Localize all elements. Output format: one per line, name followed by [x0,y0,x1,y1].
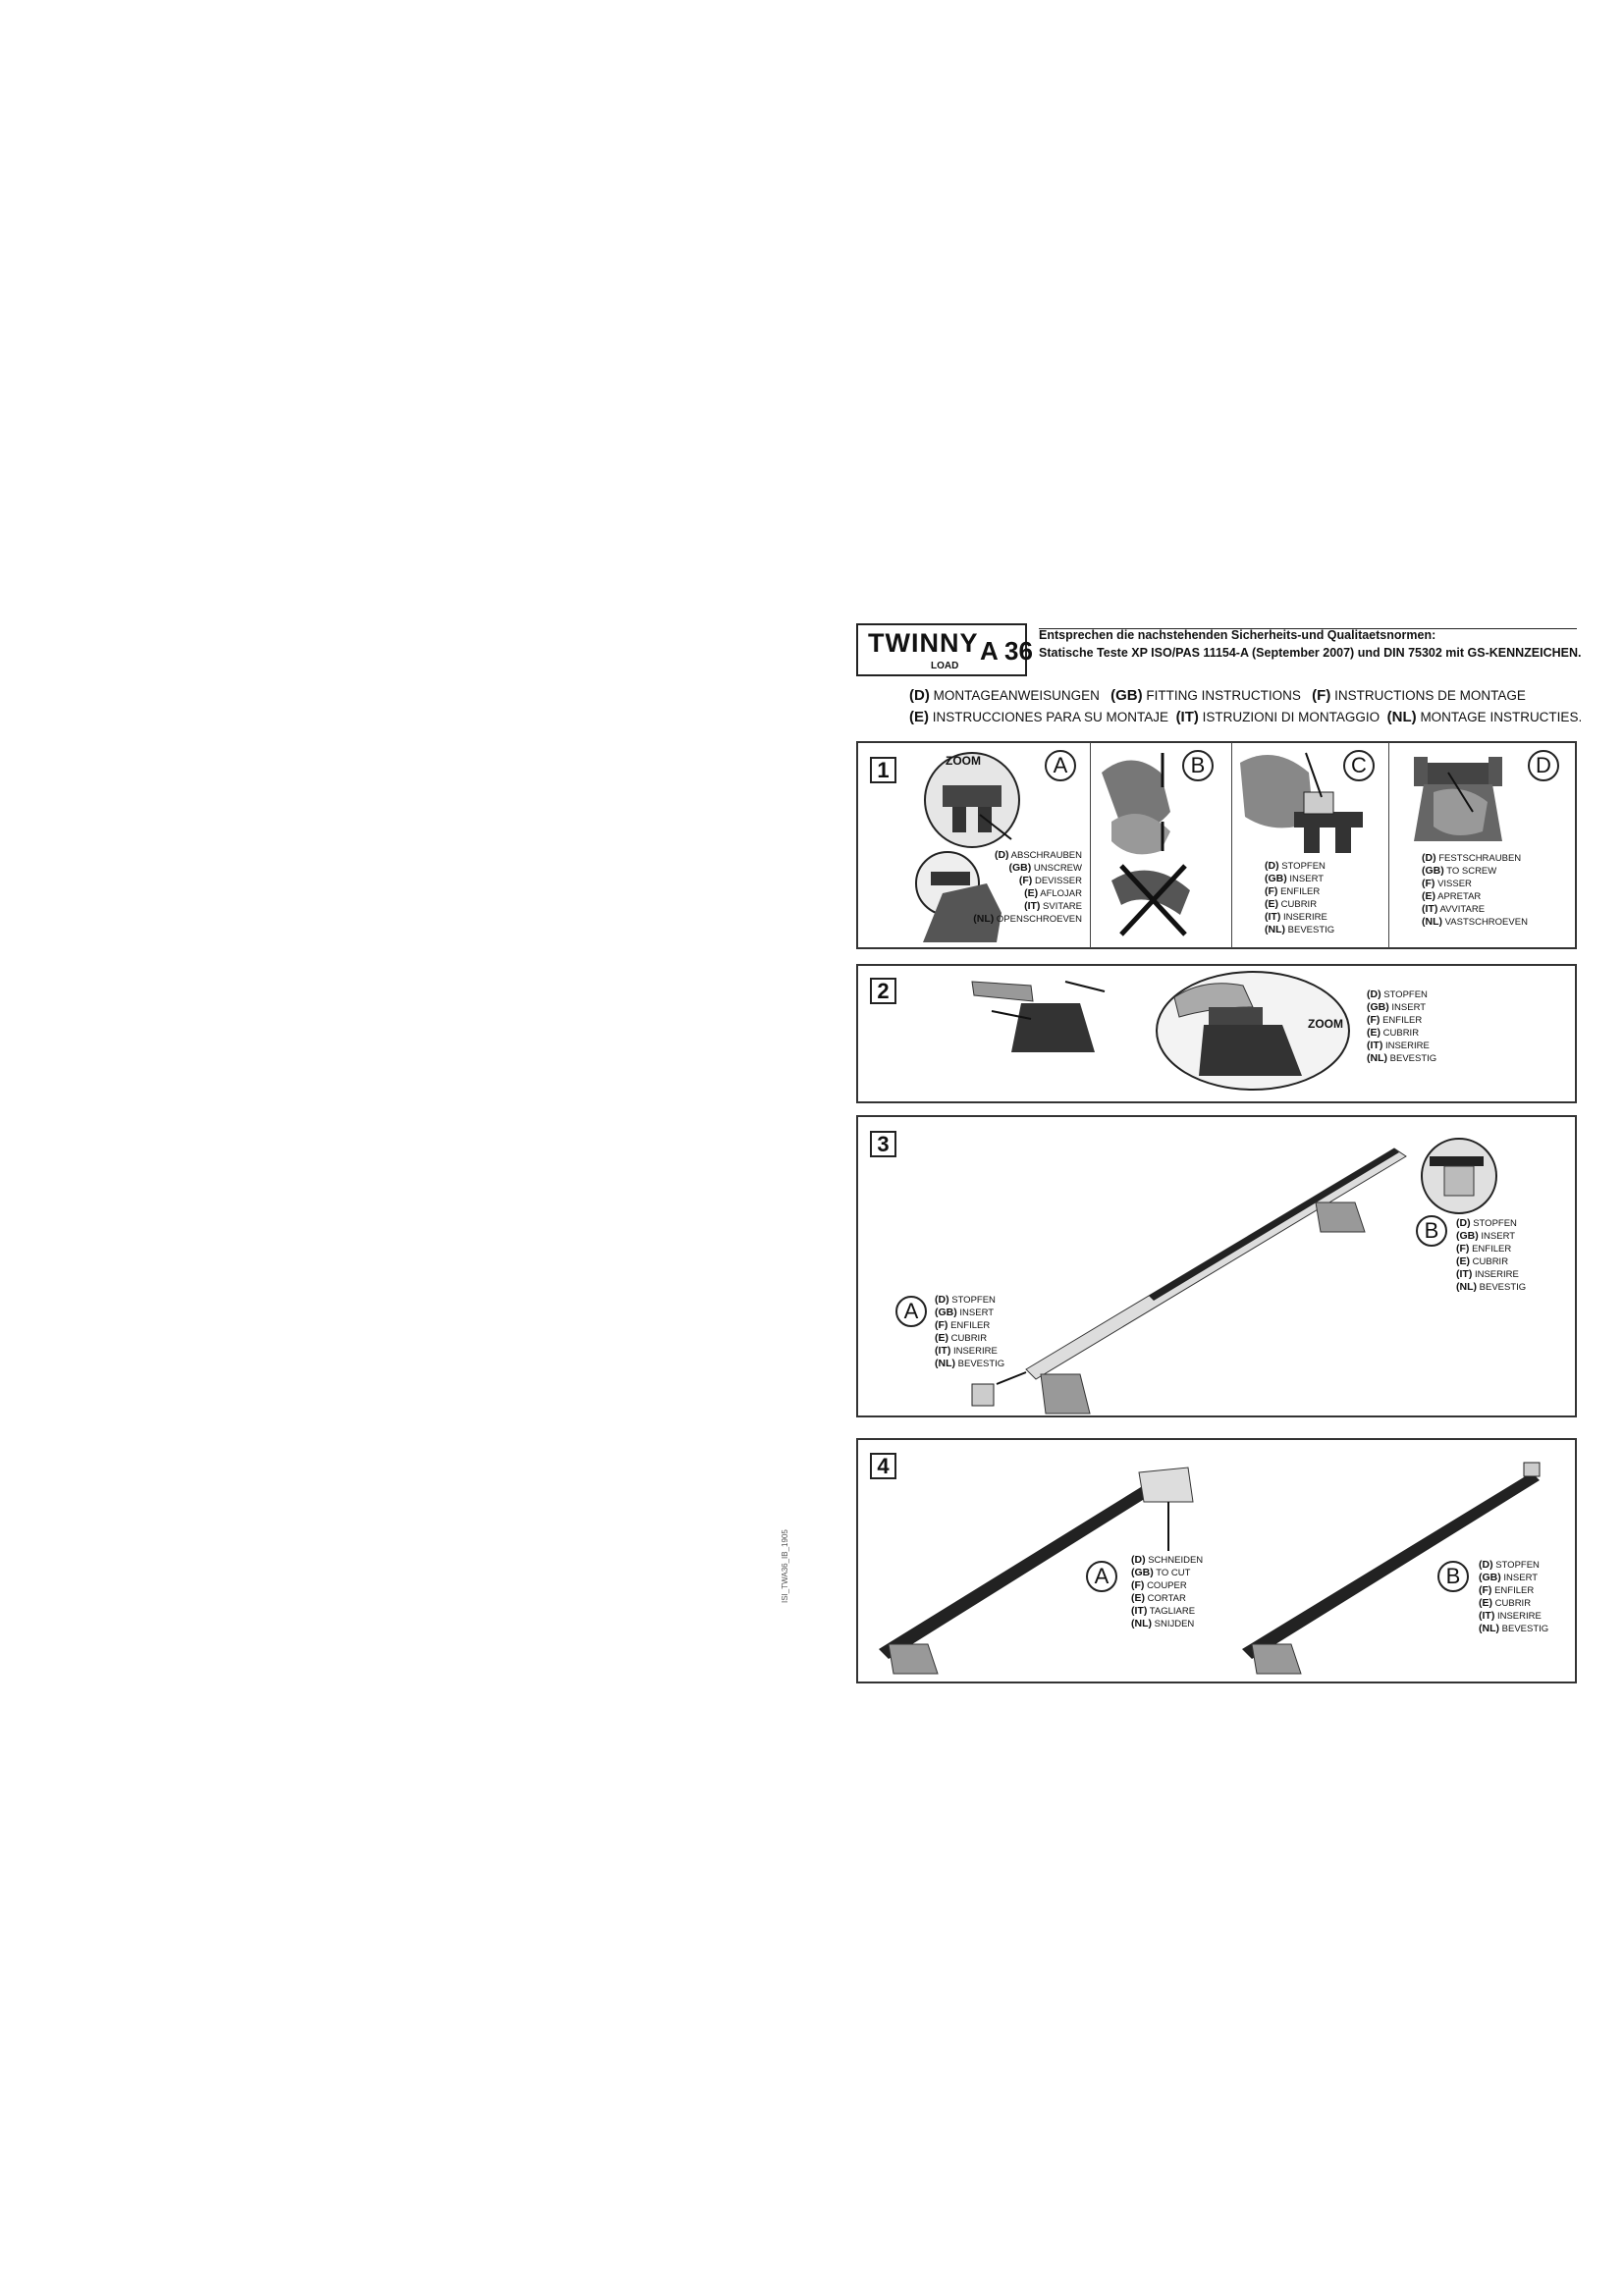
step-2-zoom-illustration [1155,968,1361,1094]
step-1-label-c: C [1343,750,1375,781]
step-1-label-a: A [1045,750,1076,781]
zoom-label: ZOOM [946,754,981,768]
step-2-text: (D) STOPFEN (GB) INSERT (F) ENFILER (E) CUBRIR (IT) INSERIRE (NL) BEVESTIG [1367,988,1437,1064]
language-line-1: (D) MONTAGEANWEISUNGEN (GB) FITTING INSTRUCTIONS (F) INSTRUCTIONS DE MONTAGE [909,687,1526,704]
step-1d-text: (D) FESTSCHRAUBEN (GB) TO SCREW (F) VISSER (E) APRETAR (IT) AVVITARE (NL) VASTSCHROEVEN [1422,852,1528,928]
norm-line-2: Statische Teste XP ISO/PAS 11154-A (September 2007) und DIN 75302 mit GS-KENNZEICHEN. [1039,646,1582,660]
step-3-bar-illustration [1021,1139,1414,1414]
divider [1231,742,1232,948]
brand-sub: LOAD [931,661,959,671]
step-1-label-d: D [1528,750,1559,781]
step-4-label-b: B [1437,1561,1469,1592]
step-2-bar-illustration [972,974,1110,1062]
zoom-label: ZOOM [1308,1017,1343,1031]
step-1c-text: (D) STOPFEN (GB) INSERT (F) ENFILER (E) CUBRIR (IT) INSERIRE (NL) BEVESTIG [1265,860,1335,935]
brand-logo: TWINNY [868,628,979,658]
model-number: A 36 [980,636,1033,666]
step-3-number: 3 [870,1131,896,1157]
step-4-number: 4 [870,1453,896,1479]
step-3-label-a: A [895,1296,927,1327]
step-4-label-a: A [1086,1561,1117,1592]
step-1d-illustration [1394,743,1532,853]
step-3a-text: (D) STOPFEN (GB) INSERT (F) ENFILER (E) CUBRIR (IT) INSERIRE (NL) BEVESTIG [935,1294,1005,1369]
step-3b-text: (D) STOPFEN (GB) INSERT (F) ENFILER (E) CUBRIR (IT) INSERIRE (NL) BEVESTIG [1456,1217,1527,1293]
step-1a-text: (D) ABSCHRAUBEN (GB) UNSCREW (F) DEVISSER (E) AFLOJAR (IT) SVITARE (NL) OPENSCHROEVEN [973,849,1082,925]
step-2-number: 2 [870,978,896,1004]
step-1-label-b: B [1182,750,1214,781]
step-4a-text: (D) SCHNEIDEN (GB) TO CUT (F) COUPER (E) CORTAR (IT) TAGLIARE (NL) SNIJDEN [1131,1554,1204,1629]
step-3-zoom-illustration [1420,1137,1508,1215]
divider [1388,742,1389,948]
step-4b-text: (D) STOPFEN (GB) INSERT (F) ENFILER (E) CUBRIR (IT) INSERIRE (NL) BEVESTIG [1479,1559,1549,1634]
divider [1090,742,1091,948]
document-code: ISI_TWA36_IB_1905 [781,1529,789,1603]
language-line-2: (E) INSTRUCCIONES PARA SU MONTAJE (IT) ISTRUZIONI DI MONTAGGIO (NL) MONTAGE INSTRUCTIES. [909,709,1583,725]
norm-line-1: Entsprechen die nachstehenden Sicherheits-und Qualitaetsnormen: [1039,628,1436,642]
step-1-number: 1 [870,757,896,783]
step-3-label-b: B [1416,1215,1447,1247]
